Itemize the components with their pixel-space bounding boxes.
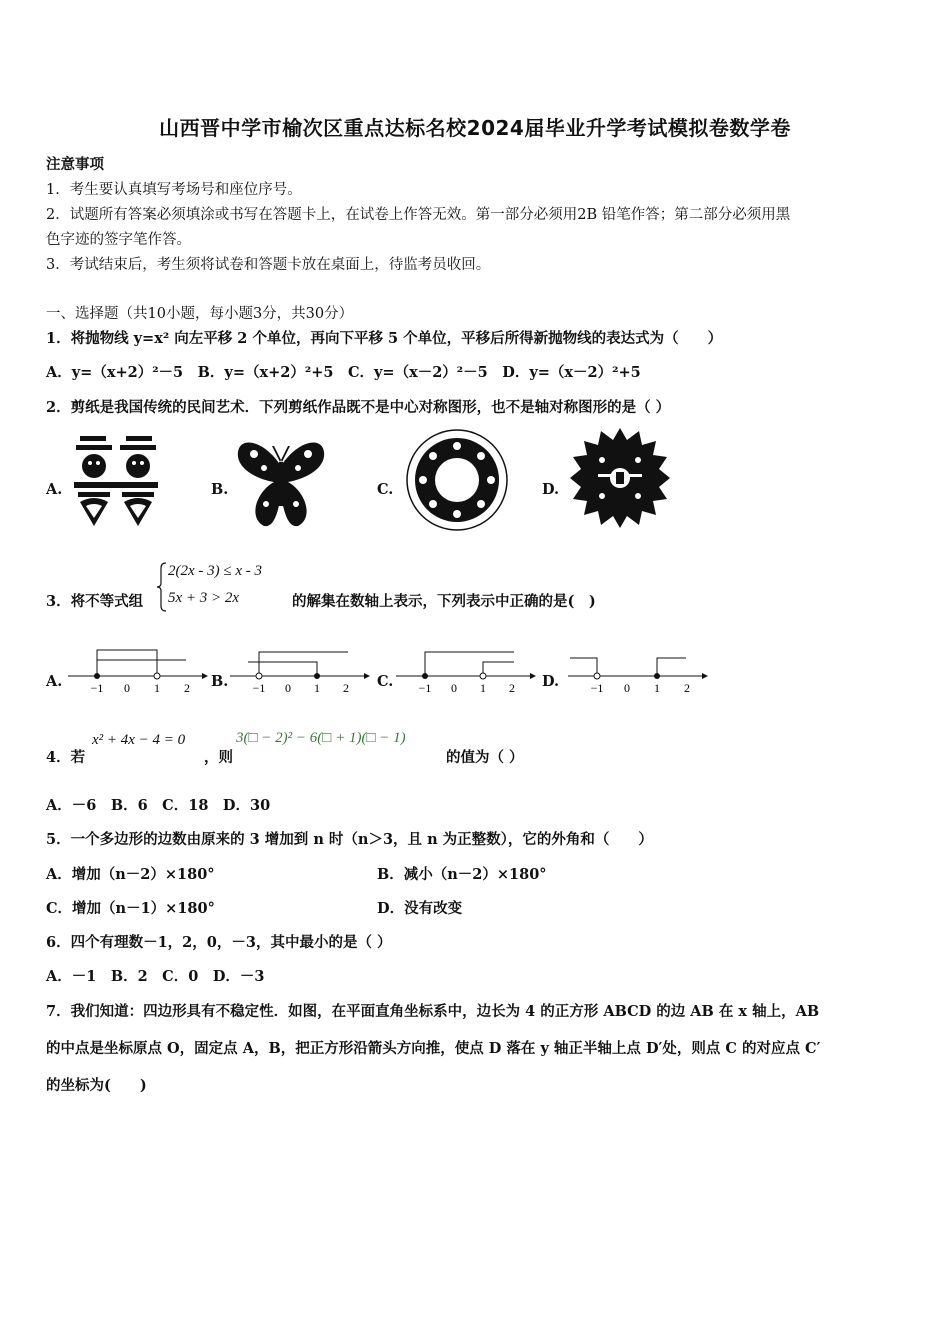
tick-label: 0 — [124, 681, 130, 695]
tick-label: 1 — [154, 681, 160, 695]
tick-label: 0 — [624, 681, 630, 695]
tick-label: −1 — [90, 681, 104, 695]
q2-label-d: D. — [542, 481, 560, 498]
number-line-b — [228, 646, 370, 696]
q1-options: A．y=（x+2）²－5 B．y=（x+2）²+5 C．y=（x－2）²－5 D．y=（x－2）²+5 — [46, 364, 641, 381]
q3-suffix: 的解集在数轴上表示，下列表示中正确的是( ) — [292, 593, 596, 610]
q3-label-b: B. — [211, 673, 229, 690]
q1-stem: 1．将抛物线 y=x² 向左平移 2 个单位，再向下平移 5 个单位，平移后所得新抛物线的表达式为（ ） — [46, 330, 723, 347]
tick-label: 2 — [184, 681, 190, 695]
q4-expression: 3(□ − 2)² − 6(□ + 1)(□ − 1) — [236, 730, 406, 746]
tick-label: −1 — [590, 681, 604, 695]
notice-item: 1．考生要认真填写考场号和座位序号。 — [46, 182, 302, 198]
tick-label: 2 — [684, 681, 690, 695]
q5-option-d: D．没有改变 — [377, 900, 463, 917]
double-happiness-papercut — [72, 432, 160, 530]
butterfly-papercut — [234, 436, 328, 530]
section-heading: 一、选择题（共10小题，每小题3分，共30分） — [46, 306, 354, 322]
tick-label: 0 — [451, 681, 457, 695]
notice-item: 3．考试结束后，考生须将试卷和答题卡放在桌面上，待监考员收回。 — [46, 257, 491, 273]
tick-label: 1 — [480, 681, 486, 695]
q4-options: A．－6 B．6 C．18 D．30 — [46, 797, 271, 814]
notice-item: 色字迹的签字笔作答。 — [46, 232, 191, 248]
notice-heading: 注意事项 — [46, 156, 104, 173]
system-brace — [156, 562, 168, 612]
q6-stem: 6．四个有理数－1，2，0，－3，其中最小的是（ ） — [46, 934, 392, 951]
tick-label: 1 — [654, 681, 660, 695]
number-line-c — [394, 646, 536, 696]
tick-label: −1 — [252, 681, 266, 695]
q7-line: 的坐标为( ) — [46, 1077, 147, 1094]
q3-inequality-2: 5x + 3 > 2x — [168, 590, 240, 606]
ring-papercut — [405, 428, 509, 532]
q3-label-d: D. — [542, 673, 560, 690]
notice-item: 2．试题所有答案必须填涂或书写在答题卡上，在试卷上作答无效。第一部分必须用2B 铅笔作答；第二部分必须用黑 — [46, 207, 791, 223]
sun-papercut — [568, 426, 672, 530]
tick-label: 2 — [343, 681, 349, 695]
q5-option-a: A．增加（n－2）×180° — [46, 866, 215, 883]
tick-label: 2 — [509, 681, 515, 695]
q2-label-a: A. — [46, 481, 63, 498]
tick-label: −1 — [418, 681, 432, 695]
q6-options: A．－1 B．2 C．0 D．－3 — [46, 968, 265, 985]
q2-label-b: B. — [211, 481, 229, 498]
q3-label-c: C. — [377, 673, 394, 690]
number-line-a — [66, 646, 208, 696]
tick-label: 1 — [314, 681, 320, 695]
q3-label-a: A. — [46, 673, 63, 690]
tick-label: 0 — [285, 681, 291, 695]
q4-equation: x² + 4x − 4 = 0 — [92, 732, 186, 748]
q2-label-c: C. — [377, 481, 394, 498]
q3-prefix: 3．将不等式组 — [46, 593, 144, 610]
q4-prefix: 4．若 — [46, 749, 86, 766]
q5-option-b: B．减小（n－2）×180° — [377, 866, 547, 883]
number-line-d — [566, 646, 708, 696]
q3-inequality-1: 2(2x - 3) ≤ x - 3 — [168, 563, 263, 579]
q2-stem: 2．剪纸是我国传统的民间艺术．下列剪纸作品既不是中心对称图形，也不是轴对称图形的是（ ） — [46, 399, 671, 416]
q7-line: 7．我们知道：四边形具有不稳定性．如图，在平面直角坐标系中，边长为 4 的正方形 ABCD 的边 AB 在 x 轴上，AB — [46, 1003, 820, 1020]
q4-suffix: 的值为（ ） — [446, 749, 524, 766]
q4-mid: ，则 — [204, 749, 233, 766]
q5-stem: 5．一个多边形的边数由原来的 3 增加到 n 时（n＞3，且 n 为正整数），它的外角和（ ） — [46, 831, 653, 848]
q7-line: 的中点是坐标原点 O，固定点 A，B，把正方形沿箭头方向推，使点 D 落在 y 轴正半轴上点 D′处，则点 C 的对应点 C′ — [46, 1040, 821, 1057]
page-title: 山西晋中学市榆次区重点达标名校2024届毕业升学考试模拟卷数学卷 — [159, 116, 791, 140]
q5-option-c: C．增加（n－1）×180° — [46, 900, 215, 917]
